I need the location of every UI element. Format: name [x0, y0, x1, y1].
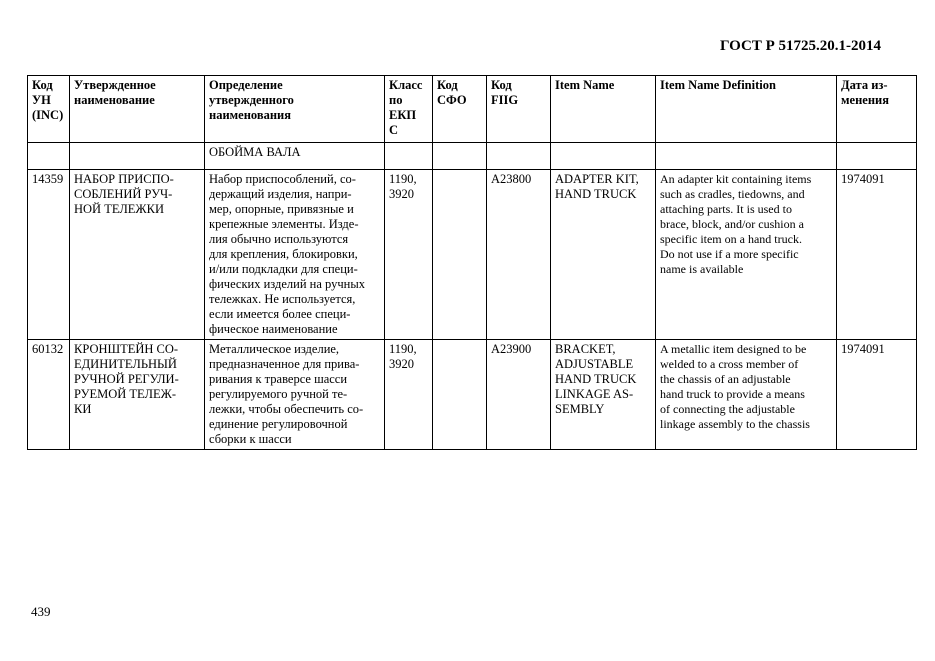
header-fiig: Код FIIG	[487, 76, 551, 143]
cell-fiig: A23800	[487, 170, 551, 340]
cell-sfo	[433, 143, 487, 170]
cell-name	[70, 143, 205, 170]
cell-class: 1190, 3920	[385, 170, 433, 340]
cell-inc: 60132	[28, 340, 70, 450]
cell-item-definition	[656, 143, 837, 170]
table-row	[28, 340, 917, 450]
cell-fiig: A23900	[487, 340, 551, 450]
cell-sfo	[433, 340, 487, 450]
cell-definition: Набор приспособлений, со- держащий изделия, напри- мер, опорные, привязные и крепежные элементы. Изде- лия обычно используются для крепления, блокировки, и/или подкладки для специ- фических изделий на ручных тележках. Не используется, если имеется более специ- фическое наименование	[205, 170, 385, 340]
header-definition: Определение утвержденного наименования	[205, 76, 385, 143]
cell-inc	[28, 143, 70, 170]
cell-item-name: BRACKET, ADJUSTABLE HAND TRUCK LINKAGE AS- SEMBLY	[551, 340, 656, 450]
cell-date	[837, 143, 917, 170]
cell-inc: 14359	[28, 170, 70, 340]
cell-date: 1974091	[837, 170, 917, 340]
cell-class	[385, 143, 433, 170]
data-table	[27, 75, 917, 450]
cell-item-definition: A metallic item designed to be welded to a cross member of the chassis of an adjustable hand truck to provide a means of connecting the adjustable linkage assembly to the chassis	[656, 340, 837, 450]
header-row	[28, 76, 917, 143]
cell-definition: Металлическое изделие, предназначенное для прива- ривания к траверсе шасси регулируемого ручной те- лежки, чтобы обеспечить со- единение регулировочной сборки к шасси	[205, 340, 385, 450]
header-item-name: Item Name	[551, 76, 656, 143]
cell-name: КРОНШТЕЙН СО- ЕДИНИТЕЛЬНЫЙ РУЧНОЙ РЕГУЛИ- РУЕМОЙ ТЕЛЕЖ- КИ	[70, 340, 205, 450]
cell-fiig	[487, 143, 551, 170]
table-row	[28, 170, 917, 340]
header-sfo: Код СФО	[433, 76, 487, 143]
cell-sfo	[433, 170, 487, 340]
header-approved-name: Утвержденное наименование	[70, 76, 205, 143]
header-item-name-definition: Item Name Definition	[656, 76, 837, 143]
cell-definition: ОБОЙМА ВАЛА	[205, 143, 385, 170]
cell-date: 1974091	[837, 340, 917, 450]
table-row-continuation	[28, 143, 917, 170]
cell-item-name: ADAPTER KIT, HAND TRUCK	[551, 170, 656, 340]
document-header: ГОСТ Р 51725.20.1-2014	[720, 38, 882, 54]
header-inc: Код УН (INC)	[28, 76, 70, 143]
cell-item-name	[551, 143, 656, 170]
header-class: Класс по ЕКП С	[385, 76, 433, 143]
cell-item-definition: An adapter kit containing items such as cradles, tiedowns, and attaching parts. It is used to brace, block, and/or cushion a specific item on a hand truck. Do not use if a more specific name is available	[656, 170, 837, 340]
page-number: 439	[31, 604, 51, 619]
cell-class: 1190, 3920	[385, 340, 433, 450]
cell-name: НАБОР ПРИСПО- СОБЛЕНИЙ РУЧ- НОЙ ТЕЛЕЖКИ	[70, 170, 205, 340]
header-change-date: Дата из- менения	[837, 76, 917, 143]
